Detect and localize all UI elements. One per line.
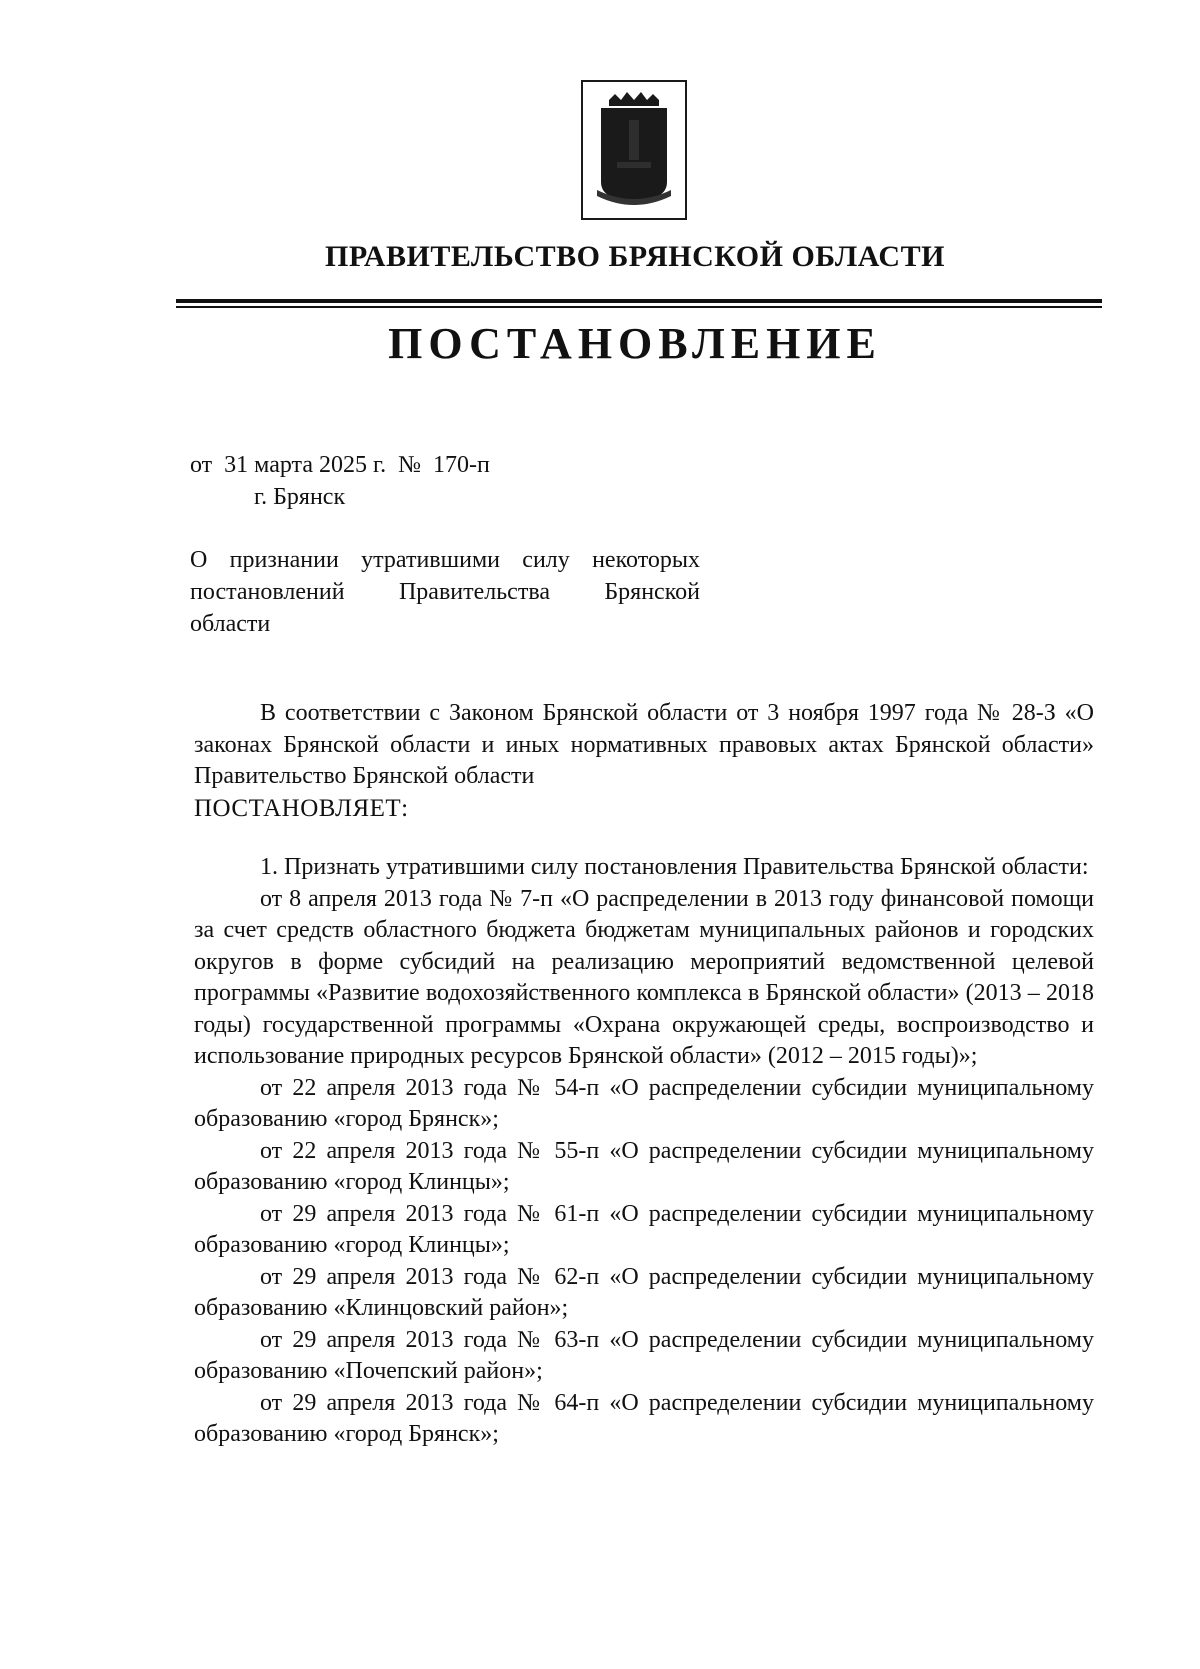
- list-item: от 29 апреля 2013 года № 62-п «О распределении субсидии муниципальному образованию «Клинцовский район»;: [194, 1263, 1094, 1321]
- coat-of-arms-emblem: [581, 80, 687, 220]
- header-rule-thin: [176, 306, 1102, 308]
- list-item: от 29 апреля 2013 года № 64-п «О распределении субсидии муниципальному образованию «город Брянск»;: [194, 1389, 1094, 1447]
- city: г. Брянск: [254, 484, 346, 510]
- list-item: от 29 апреля 2013 года № 63-п «О распределении субсидии муниципальному образованию «Почепский район»;: [194, 1326, 1094, 1384]
- item-intro-paragraph: 1. Признать утратившими силу постановления Правительства Брянской области:: [260, 854, 1089, 880]
- document-subject: [190, 544, 700, 640]
- list-item: от 22 апреля 2013 года № 54-п «О распределении субсидии муниципальному образованию «город Брянск»;: [194, 1074, 1094, 1132]
- government-title: ПРАВИТЕЛЬСТВО БРЯНСКОЙ ОБЛАСТИ: [325, 240, 945, 273]
- subject-line: постановлений Правительства Брянской: [190, 579, 700, 605]
- subject-line: О признании утратившими силу некоторых: [190, 547, 700, 573]
- header-rule-thick: [176, 299, 1102, 303]
- list-item: от 22 апреля 2013 года № 55-п «О распределении субсидии муниципальному образованию «город Клинцы»;: [194, 1137, 1094, 1195]
- preamble-paragraph: В соответствии с Законом Брянской области от 3 ноября 1997 года № 28-З «О законах Брянской области и иных нормативных правовых актах Брянской области» Правительство Брянской области: [194, 700, 1094, 789]
- date-and-number: от 31 марта 2025 г. № 170-п: [190, 452, 490, 478]
- coat-of-arms-icon: [591, 90, 677, 210]
- subject-line: области: [190, 611, 271, 637]
- list-item: от 29 апреля 2013 года № 61-п «О распределении субсидии муниципальному образованию «город Клинцы»;: [194, 1200, 1094, 1258]
- spacer: [194, 824, 1094, 852]
- resolves-heading: ПОСТАНОВЛЯЕТ:: [194, 794, 409, 822]
- document-body: [194, 698, 1094, 1451]
- document-type-title: ПОСТАНОВЛЕНИЕ: [388, 319, 882, 368]
- list-item: от 8 апреля 2013 года № 7-п «О распределении в 2013 году финансовой помощи за счет средств областного бюджета бюджетам муниципальных районов и городских округов в форме субсидий на реализацию мероприятий ведомственной целевой программы «Развитие водохозяйственного комплекса в Брянской области» (2013 – 2018 годы) государственной программы «Охрана окружающей среды, воспроизводство и использование природных ресурсов Брянской области» (2012 – 2015 годы)»;: [194, 885, 1094, 1069]
